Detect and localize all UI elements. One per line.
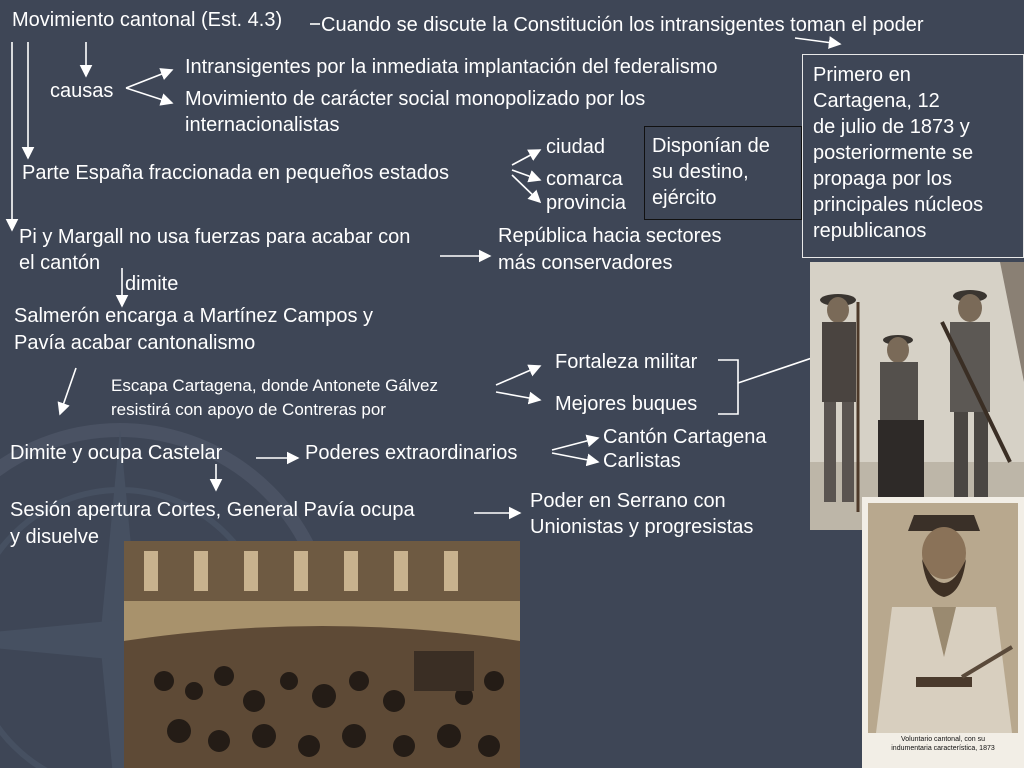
escapa-line1: Escapa Cartagena, donde Antonete Gálvez <box>111 376 439 395</box>
buques-text: Mejores buques <box>555 393 698 415</box>
cause-social-line2: internacionalistas <box>185 114 340 136</box>
sesion-line2: y disuelve <box>10 526 99 548</box>
portrait-caption-line2: indumentaria característica, 1873 <box>891 745 995 752</box>
salmeron-line2: Pavía acabar cantonalismo <box>14 332 256 354</box>
first-in-cartagena-text <box>813 62 983 244</box>
poderes-text: Poderes extraordinarios <box>305 442 518 464</box>
constitution-text: Cuando se discute la Constitución los intransigentes toman el poder <box>321 14 924 36</box>
spain-split-text: Parte España fraccionada en pequeños estados <box>22 162 449 184</box>
cantonal-soldiers-photo <box>810 262 1024 530</box>
cortes-session-engraving <box>124 541 520 768</box>
sesion-line1: Sesión apertura Cortes, General Pavía ocupa <box>10 499 415 521</box>
first-box-line: de julio de 1873 y <box>813 116 970 138</box>
first-box-line: republicanos <box>813 220 927 242</box>
dispose-line: Disponían de <box>652 135 770 157</box>
pi-margall-line1: Pi y Margall no usa fuerzas para acabar con <box>19 226 411 248</box>
causas-label: causas <box>50 80 114 102</box>
dimite-label: dimite <box>125 273 179 295</box>
first-box-line: Cartagena, 12 <box>813 90 940 112</box>
castelar-text: Dimite y ocupa Castelar <box>10 442 223 464</box>
first-box-line: posteriormente se <box>813 142 974 164</box>
unit-comarca: comarca <box>546 168 623 190</box>
unit-provincia: provincia <box>546 192 627 214</box>
slide-title: Movimiento cantonal (Est. 4.3) <box>12 9 283 31</box>
first-box-line: Primero en <box>813 64 911 86</box>
first-box-line: propaga por los <box>813 168 952 190</box>
dispose-line: su destino, <box>652 161 749 183</box>
cause-social-line1: Movimiento de carácter social monopolizado por los <box>185 88 646 110</box>
escapa-line2: resistirá con apoyo de Contreras por <box>111 400 386 419</box>
first-box-line: principales núcleos <box>813 194 984 216</box>
serrano-line1: Poder en Serrano con <box>530 490 726 512</box>
dispose-text <box>652 133 770 211</box>
republic-line1: República hacia sectores <box>498 225 722 247</box>
salmeron-line1: Salmerón encarga a Martínez Campos y <box>14 305 374 327</box>
pi-margall-line2: el cantón <box>19 252 101 274</box>
carlistas-text: Carlistas <box>603 450 681 472</box>
fortaleza-text: Fortaleza militar <box>555 351 698 373</box>
republic-line2: más conservadores <box>498 252 673 274</box>
canton-cartagena-text: Cantón Cartagena <box>603 426 767 448</box>
dispose-line: ejército <box>652 187 717 209</box>
cause-federalism: Intransigentes por la inmediata implantación del federalismo <box>185 56 718 78</box>
unit-ciudad: ciudad <box>546 136 605 158</box>
portrait-caption-line1: Voluntario cantonal, con su <box>900 736 986 743</box>
serrano-line2: Unionistas y progresistas <box>530 516 754 538</box>
cantonal-volunteer-portrait <box>862 497 1024 768</box>
